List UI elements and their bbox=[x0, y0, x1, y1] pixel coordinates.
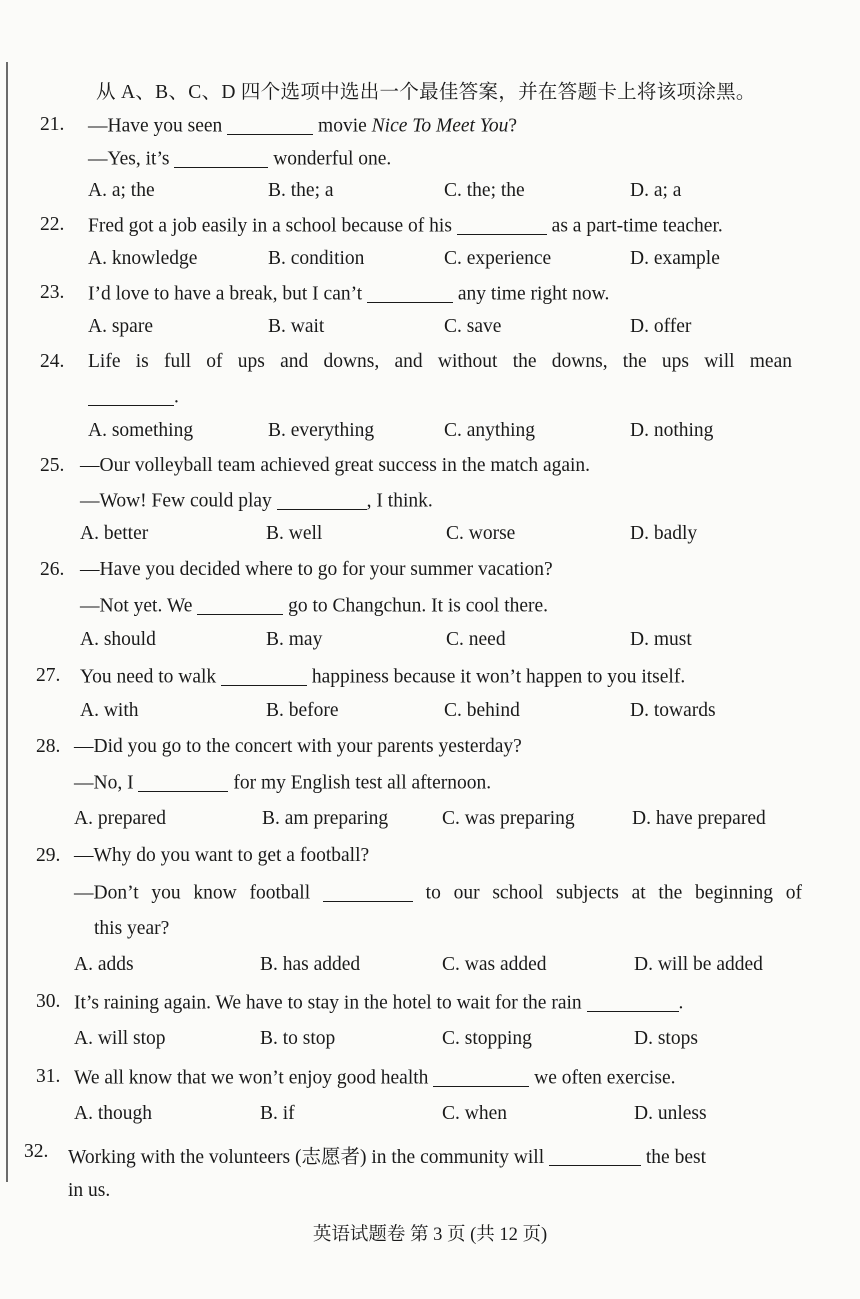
question-25-line-2 bbox=[80, 489, 433, 513]
question-25-option-b: B. well bbox=[266, 523, 323, 544]
question-29-line-1 bbox=[74, 845, 369, 867]
question-text: —Have you seen bbox=[88, 115, 228, 137]
question-27-option-b: B. before bbox=[266, 700, 339, 721]
question-32-line-1 bbox=[68, 1141, 706, 1169]
question-26-line-1 bbox=[80, 559, 553, 581]
question-number-31: 31. bbox=[36, 1066, 61, 1087]
question-31-option-b: B. if bbox=[260, 1103, 295, 1124]
question-text: —Don’t you know football bbox=[74, 882, 323, 904]
question-29-option-a: A. adds bbox=[74, 954, 134, 975]
question-number-29: 29. bbox=[36, 845, 61, 866]
question-text: as a part-time teacher. bbox=[546, 215, 723, 237]
question-number-28: 28. bbox=[36, 736, 61, 757]
question-text: —Have you decided where to go for your summer vacation? bbox=[80, 559, 553, 580]
question-30-option-c: C. stopping bbox=[442, 1028, 532, 1049]
question-number-26: 26. bbox=[40, 559, 65, 580]
question-32-line-2 bbox=[68, 1180, 110, 1202]
question-24-option-a: A. something bbox=[88, 420, 194, 441]
question-25-option-d: D. badly bbox=[630, 523, 698, 544]
page-footer: 英语试题卷 第 3 页 (共 12 页) bbox=[312, 1225, 548, 1245]
question-28-option-b: B. am preparing bbox=[262, 808, 389, 829]
question-31-option-d: D. unless bbox=[634, 1103, 707, 1124]
question-text: It’s raining again. We have to stay in the hotel to wait for the rain bbox=[74, 992, 587, 1014]
question-26-option-c: C. need bbox=[446, 629, 506, 650]
question-text: —Yes, it’s bbox=[88, 148, 175, 170]
page-edge-rule bbox=[6, 62, 8, 1182]
question-number-25: 25. bbox=[40, 455, 65, 476]
question-26-option-d: D. must bbox=[630, 629, 692, 650]
question-21-option-a: A. a; the bbox=[88, 180, 155, 201]
question-31-option-c: C. when bbox=[442, 1103, 507, 1124]
question-text: this year? bbox=[94, 918, 170, 939]
answer-blank bbox=[138, 771, 228, 792]
question-text: Fred got a job easily in a school because of his bbox=[88, 215, 457, 237]
question-29-option-b: B. has added bbox=[260, 954, 361, 975]
question-text: —No, I bbox=[74, 772, 139, 794]
answer-blank bbox=[433, 1066, 529, 1087]
question-number-30: 30. bbox=[36, 991, 61, 1012]
question-30-option-a: A. will stop bbox=[74, 1028, 166, 1049]
question-text: in us. bbox=[68, 1180, 111, 1201]
question-number-22: 22. bbox=[40, 214, 65, 235]
question-22-line-1 bbox=[88, 214, 723, 238]
question-30-option-b: B. to stop bbox=[260, 1028, 336, 1049]
answer-blank bbox=[227, 114, 313, 135]
question-text: we often exercise. bbox=[529, 1067, 676, 1089]
answer-blank bbox=[323, 881, 413, 902]
question-text: any time right now. bbox=[453, 283, 610, 305]
question-text: movie bbox=[313, 115, 372, 137]
question-text: Working with the volunteers (志愿者) in the community will bbox=[68, 1147, 549, 1168]
question-text: You need to walk bbox=[80, 666, 222, 688]
question-22-option-d: D. example bbox=[630, 248, 720, 269]
question-25-line-1 bbox=[80, 455, 590, 477]
question-number-23: 23. bbox=[40, 282, 65, 303]
question-28-line-2 bbox=[74, 771, 491, 795]
question-29-line-2 bbox=[74, 881, 802, 905]
question-text: to our school subjects at the beginning of bbox=[412, 882, 802, 904]
question-21-option-c: C. the; the bbox=[444, 180, 525, 201]
question-22-option-c: C. experience bbox=[444, 248, 552, 269]
question-23-option-c: C. save bbox=[444, 316, 502, 337]
question-23-option-a: A. spare bbox=[88, 316, 153, 337]
question-text: —Not yet. We bbox=[80, 595, 198, 617]
question-21-option-b: B. the; a bbox=[268, 180, 334, 201]
question-29-line-3 bbox=[94, 918, 169, 940]
question-26-option-a: A. should bbox=[80, 629, 156, 650]
question-31-option-a: A. though bbox=[74, 1103, 152, 1124]
question-number-27: 27. bbox=[36, 665, 61, 686]
answer-blank bbox=[221, 665, 307, 686]
question-22-option-b: B. condition bbox=[268, 248, 365, 269]
question-23-line-1 bbox=[88, 282, 609, 306]
answer-blank bbox=[457, 214, 547, 235]
question-21-option-d: D. a; a bbox=[630, 180, 682, 201]
answer-blank bbox=[367, 282, 453, 303]
question-text: the best bbox=[641, 1147, 706, 1168]
question-text: for my English test all afternoon. bbox=[228, 772, 492, 794]
question-24-line-2 bbox=[88, 385, 179, 409]
question-22-option-a: A. knowledge bbox=[88, 248, 198, 269]
answer-blank bbox=[197, 594, 283, 615]
question-30-line-1 bbox=[74, 991, 683, 1015]
question-number-24: 24. bbox=[40, 351, 65, 372]
question-text: . bbox=[678, 992, 684, 1014]
question-27-option-a: A. with bbox=[80, 700, 139, 721]
question-27-option-d: D. towards bbox=[630, 700, 716, 721]
question-28-option-a: A. prepared bbox=[74, 808, 167, 829]
answer-blank bbox=[88, 385, 174, 406]
question-27-option-c: C. behind bbox=[444, 700, 520, 721]
question-text: go to Changchun. It is cool there. bbox=[283, 595, 549, 617]
question-26-option-b: B. may bbox=[266, 629, 323, 650]
answer-blank bbox=[587, 991, 679, 1012]
question-text: , I think. bbox=[366, 490, 433, 512]
question-28-option-d: D. have prepared bbox=[632, 808, 766, 829]
question-text: wonderful one. bbox=[268, 148, 392, 170]
question-text: Life is full of ups and downs, and without the downs, the ups will mean bbox=[88, 351, 792, 372]
question-text: I’d love to have a break, but I can’t bbox=[88, 283, 368, 305]
question-30-option-d: D. stops bbox=[634, 1028, 698, 1049]
question-24-option-c: C. anything bbox=[444, 420, 535, 441]
question-31-line-1 bbox=[74, 1066, 675, 1090]
question-29-option-c: C. was added bbox=[442, 954, 547, 975]
question-text: ? bbox=[508, 115, 518, 137]
question-26-line-2 bbox=[80, 594, 548, 618]
question-23-option-b: B. wait bbox=[268, 316, 325, 337]
question-text: We all know that we won’t enjoy good health bbox=[74, 1067, 434, 1089]
question-25-option-c: C. worse bbox=[446, 523, 516, 544]
question-21-line-2 bbox=[88, 147, 391, 171]
question-text: —Our volleyball team achieved great success in the match again. bbox=[80, 455, 591, 476]
question-text: —Wow! Few could play bbox=[80, 490, 277, 512]
question-28-line-1 bbox=[74, 736, 522, 758]
question-text: —Did you go to the concert with your parents yesterday? bbox=[74, 736, 522, 757]
question-23-option-d: D. offer bbox=[630, 316, 692, 337]
question-text: happiness because it won’t happen to you itself. bbox=[307, 666, 686, 688]
section-instruction: 从 A、B、C、D 四个选项中选出一个最佳答案，并在答题卡上将该项涂黑。 bbox=[96, 82, 756, 103]
question-24-option-b: B. everything bbox=[268, 420, 375, 441]
question-number-32: 32. bbox=[24, 1141, 49, 1162]
question-number-21: 21. bbox=[40, 114, 65, 135]
question-28-option-c: C. was preparing bbox=[442, 808, 575, 829]
question-29-option-d: D. will be added bbox=[634, 954, 763, 975]
answer-blank bbox=[549, 1146, 641, 1167]
question-24-option-d: D. nothing bbox=[630, 420, 714, 441]
question-text: Nice To Meet You bbox=[371, 115, 509, 137]
question-text: . bbox=[174, 386, 179, 408]
answer-blank bbox=[174, 147, 268, 168]
answer-blank bbox=[277, 489, 367, 510]
question-27-line-1 bbox=[80, 665, 685, 689]
question-25-option-a: A. better bbox=[80, 523, 149, 544]
question-21-line-1 bbox=[88, 114, 517, 138]
question-text: —Why do you want to get a football? bbox=[74, 845, 370, 866]
question-24-line-1 bbox=[88, 351, 792, 373]
